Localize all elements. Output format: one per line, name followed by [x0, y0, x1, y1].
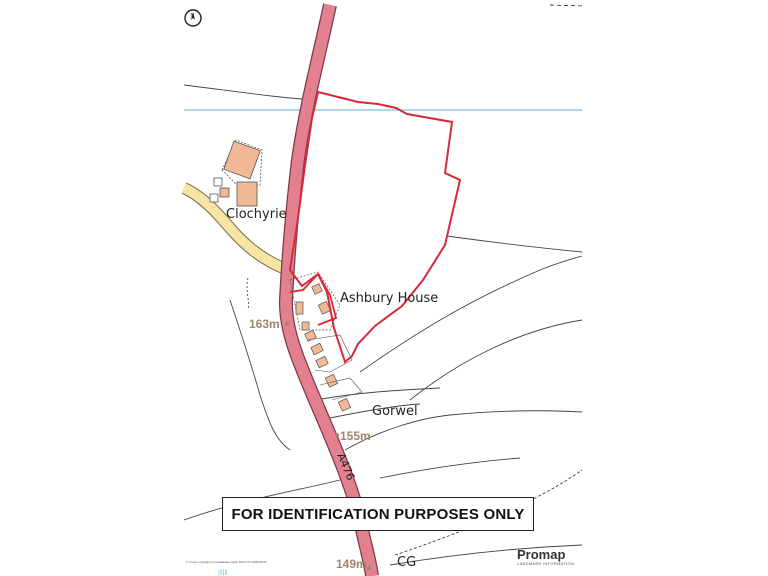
- promap-name: Promap: [517, 547, 566, 562]
- copyright-notice: © Crown copyright and database rights 2023 OS 100022432: [186, 560, 267, 564]
- site-boundary: [290, 92, 460, 362]
- spot-height-label: 149m: [336, 557, 367, 571]
- spot-height-label: 155m: [340, 429, 371, 443]
- promap-tagline: LANDMARK INFORMATION: [517, 561, 575, 566]
- partial-label: |‖|‖: [218, 570, 228, 576]
- field-boundaries: [184, 5, 582, 565]
- spot-height-label: 163m: [249, 317, 280, 331]
- place-label-clochyrie: Clochyrie: [226, 207, 287, 222]
- clochyrie-buildings: [210, 140, 262, 206]
- spot-height-marker: [335, 433, 339, 437]
- identification-banner: FOR IDENTIFICATION PURPOSES ONLY: [222, 497, 534, 531]
- road-label: A476: [334, 451, 358, 483]
- place-label-cg: CG: [397, 555, 417, 570]
- spot-height-marker: [285, 322, 289, 326]
- place-label-gorwel: Gorwel: [372, 404, 418, 419]
- place-label-ashbury-house: Ashbury House: [340, 291, 439, 306]
- svg-text:N: N: [190, 13, 195, 19]
- promap-logo: [517, 547, 574, 566]
- spot-height-marker: [367, 566, 371, 570]
- north-arrow-icon: [185, 10, 201, 26]
